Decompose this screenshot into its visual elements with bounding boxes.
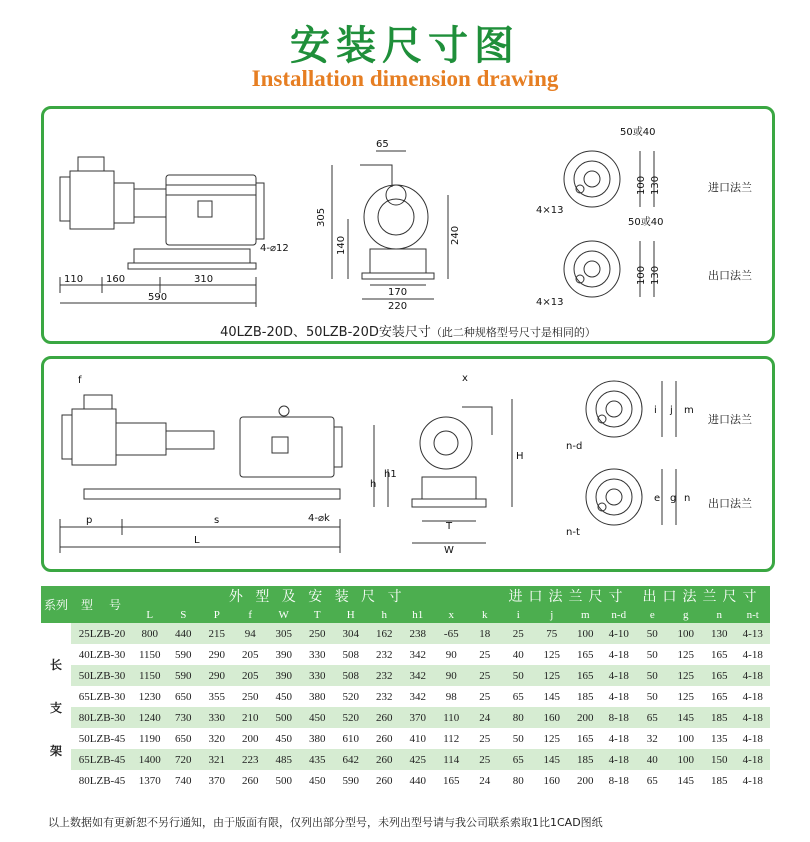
table-row [41, 728, 770, 749]
svg-text:130: 130 [650, 265, 661, 285]
svg-text:140: 140 [336, 235, 347, 255]
table-row [41, 749, 770, 770]
series-char: 支 [49, 700, 62, 715]
value-cell: 4-18 [602, 749, 636, 770]
svg-text:170: 170 [388, 287, 408, 298]
value-cell: 500 [267, 707, 301, 728]
value-cell: 145 [677, 774, 695, 787]
value-cell: 410 [409, 732, 426, 745]
value-cell: -65 [435, 623, 469, 644]
value-cell: 24 [479, 774, 491, 787]
series-char: 架 [49, 743, 62, 758]
value-cell: 25 [479, 690, 491, 703]
value-cell: 590 [342, 774, 359, 787]
value-cell: 4-18 [742, 732, 763, 745]
svg-text:305: 305 [316, 207, 327, 227]
col-group-outline: 外 型 及 安 装 尺 寸 [133, 586, 502, 606]
value-cell: 1240 [133, 707, 167, 728]
value-cell: 232 [376, 690, 393, 703]
pump-drawing-long-bracket [44, 359, 772, 569]
value-cell: 260 [376, 732, 393, 745]
svg-text:n-t: n-t [566, 527, 580, 538]
col-symbol: m [569, 606, 603, 623]
value-cell: 330 [200, 707, 234, 728]
col-symbol: H [334, 606, 368, 623]
value-cell: 40 [636, 749, 670, 770]
value-cell: 200 [242, 732, 259, 745]
value-cell: 50 [512, 732, 524, 745]
value-cell: 32 [646, 732, 658, 745]
value-cell: 112 [443, 732, 460, 745]
value-cell: 321 [200, 749, 234, 770]
value-cell: 330 [309, 648, 326, 661]
page-title-cn: 安装尺寸图 [290, 23, 520, 69]
value-cell: 485 [267, 749, 301, 770]
svg-text:220: 220 [388, 301, 408, 312]
outlet-flange-label-20d: 出口法兰 [708, 269, 752, 282]
svg-text:W: W [444, 545, 454, 556]
value-cell: 450 [301, 707, 335, 728]
value-cell: 4-18 [608, 690, 629, 703]
svg-text:f: f [78, 375, 82, 386]
value-cell: 125 [543, 648, 561, 661]
svg-text:h: h [370, 479, 377, 490]
value-cell: 94 [234, 623, 268, 644]
page-title-en: Installation dimension drawing [251, 66, 559, 91]
value-cell: 450 [275, 690, 292, 703]
inlet-flange-label-long: 进口法兰 [708, 413, 752, 426]
col-symbol: h1 [401, 606, 435, 623]
col-symbol: e [636, 606, 670, 623]
col-symbol: L [133, 606, 167, 623]
value-cell: 370 [208, 774, 225, 787]
dim-bolt-20d: 4-⌀12 [260, 243, 289, 254]
value-cell: 305 [267, 623, 301, 644]
model-cell: 50LZB-45 [78, 732, 126, 745]
svg-text:T: T [446, 521, 453, 532]
value-cell: 145 [669, 707, 703, 728]
value-cell: 238 [401, 623, 435, 644]
value-cell: 165 [577, 648, 594, 661]
value-cell: 4-18 [736, 707, 770, 728]
value-cell: 4-18 [602, 665, 636, 686]
value-cell: 215 [200, 623, 234, 644]
value-cell: 162 [368, 623, 402, 644]
value-cell: 165 [577, 732, 594, 745]
value-cell: 290 [208, 648, 225, 661]
value-cell: 320 [208, 732, 225, 745]
value-cell: 125 [543, 732, 561, 745]
value-cell: 185 [703, 707, 737, 728]
value-cell: 330 [301, 665, 335, 686]
pump-drawing-20d [44, 109, 772, 341]
value-cell: 720 [167, 749, 201, 770]
value-cell: 165 [711, 648, 728, 661]
value-cell: 25 [502, 623, 536, 644]
model-cell: 65LZB-45 [71, 749, 133, 770]
value-cell: 200 [577, 774, 594, 787]
svg-text:310: 310 [194, 274, 214, 285]
value-cell: 24 [468, 707, 502, 728]
value-cell: 80 [512, 774, 524, 787]
svg-text:g: g [670, 493, 677, 504]
col-symbol: h [368, 606, 402, 623]
value-cell: 1150 [138, 648, 161, 661]
value-cell: 114 [435, 749, 469, 770]
value-cell: 435 [301, 749, 335, 770]
value-cell: 125 [535, 665, 569, 686]
value-cell: 150 [703, 749, 737, 770]
value-cell: 520 [334, 707, 368, 728]
value-cell: 75 [535, 623, 569, 644]
svg-text:n-d: n-d [566, 441, 583, 452]
value-cell: 80 [502, 707, 536, 728]
value-cell: 4-18 [608, 648, 629, 661]
svg-text:h1: h1 [384, 469, 397, 480]
value-cell: 4-18 [742, 774, 763, 787]
col-symbol: k [468, 606, 502, 623]
value-cell: 185 [711, 774, 728, 787]
value-cell: 4-18 [736, 665, 770, 686]
value-cell: 440 [409, 774, 426, 787]
model-cell: 50LZB-30 [71, 665, 133, 686]
value-cell: 100 [569, 623, 603, 644]
value-cell: 4-18 [742, 648, 763, 661]
drawing-panel-long-bracket [41, 356, 775, 572]
svg-text:n: n [684, 493, 691, 504]
value-cell: 260 [368, 749, 402, 770]
value-cell: 260 [242, 774, 259, 787]
value-cell: 50 [502, 665, 536, 686]
value-cell: 205 [242, 648, 259, 661]
value-cell: 440 [167, 623, 201, 644]
col-symbol: f [234, 606, 268, 623]
table-row [41, 686, 770, 707]
value-cell: 25 [468, 665, 502, 686]
model-cell: 25LZB-20 [71, 623, 133, 644]
value-cell: 160 [543, 774, 561, 787]
svg-text:50或40: 50或40 [620, 127, 656, 138]
value-cell: 165 [703, 665, 737, 686]
value-cell: 25 [468, 749, 502, 770]
value-cell: 390 [267, 665, 301, 686]
col-symbol: x [435, 606, 469, 623]
value-cell: 450 [309, 774, 326, 787]
value-cell: 260 [368, 707, 402, 728]
value-cell: 125 [677, 648, 695, 661]
value-cell: 18 [468, 623, 502, 644]
col-series: 系列 [41, 586, 71, 623]
value-cell: 8-18 [608, 774, 629, 787]
col-symbol: S [167, 606, 201, 623]
value-cell: 1400 [133, 749, 167, 770]
value-cell: 520 [342, 690, 359, 703]
value-cell: 40 [512, 648, 524, 661]
col-symbol: P [200, 606, 234, 623]
drawing-panel-20d [41, 106, 775, 344]
value-cell: 800 [133, 623, 167, 644]
table-row [41, 665, 770, 686]
value-cell: 145 [543, 690, 561, 703]
col-symbol: n [703, 606, 737, 623]
model-cell: 80LZB-45 [78, 774, 126, 787]
spec-table [41, 586, 770, 791]
value-cell: 508 [342, 648, 359, 661]
table-row [41, 623, 770, 644]
svg-text:240: 240 [450, 225, 461, 245]
svg-text:590: 590 [148, 292, 168, 303]
value-cell: 740 [175, 774, 192, 787]
value-cell: 50 [646, 690, 658, 703]
value-cell: 390 [275, 648, 292, 661]
table-row [41, 644, 770, 665]
table-row [41, 770, 770, 791]
value-cell: 1190 [138, 732, 161, 745]
col-symbol: j [535, 606, 569, 623]
value-cell: 65 [646, 774, 658, 787]
value-cell: 590 [175, 648, 192, 661]
value-cell: 355 [208, 690, 225, 703]
svg-text:p: p [86, 515, 93, 526]
value-cell: 205 [234, 665, 268, 686]
svg-text:s: s [214, 515, 220, 526]
value-cell: 65 [502, 749, 536, 770]
value-cell: 1150 [133, 665, 167, 686]
value-cell: 508 [334, 665, 368, 686]
value-cell: 342 [409, 648, 426, 661]
col-group-inlet: 进口法兰尺寸 [502, 586, 636, 606]
value-cell: 290 [200, 665, 234, 686]
col-symbol: T [301, 606, 335, 623]
svg-text:H: H [516, 451, 524, 462]
value-cell: 4-13 [736, 623, 770, 644]
value-cell: 110 [435, 707, 469, 728]
value-cell: 1370 [138, 774, 161, 787]
value-cell: 650 [175, 690, 192, 703]
value-cell: 50 [636, 665, 670, 686]
value-cell: 232 [368, 665, 402, 686]
value-cell: 342 [401, 665, 435, 686]
svg-text:160: 160 [106, 274, 126, 285]
svg-text:4×13: 4×13 [536, 297, 564, 308]
value-cell: 90 [445, 648, 457, 661]
value-cell: 145 [535, 749, 569, 770]
value-cell: 65 [636, 707, 670, 728]
value-cell: 4-18 [736, 749, 770, 770]
footnote: 以上数据如有更新恕不另行通知，由于版面有限，仅列出部分型号，未列出型号请与我公司联系索取1比1CAD图纸 [48, 816, 603, 829]
value-cell: 50 [636, 623, 670, 644]
col-group-outlet: 出口法兰尺寸 [636, 586, 770, 606]
value-cell: 165 [443, 774, 460, 787]
value-cell: 8-18 [602, 707, 636, 728]
value-cell: 65 [512, 690, 524, 703]
value-cell: 200 [569, 707, 603, 728]
value-cell: 135 [711, 732, 728, 745]
value-cell: 425 [401, 749, 435, 770]
value-cell: 25 [479, 732, 491, 745]
value-cell: 130 [703, 623, 737, 644]
value-cell: 1230 [138, 690, 161, 703]
table-row [41, 707, 770, 728]
value-cell: 4-10 [602, 623, 636, 644]
svg-text:100: 100 [636, 175, 647, 195]
value-cell: 100 [677, 732, 695, 745]
svg-text:50或40: 50或40 [628, 217, 664, 228]
svg-text:65: 65 [376, 139, 389, 150]
value-cell: 304 [334, 623, 368, 644]
value-cell: 223 [234, 749, 268, 770]
value-cell: 4-18 [608, 732, 629, 745]
value-cell: 260 [376, 774, 393, 787]
value-cell: 165 [569, 665, 603, 686]
value-cell: 185 [577, 690, 594, 703]
value-cell: 165 [711, 690, 728, 703]
value-cell: 370 [401, 707, 435, 728]
col-symbol: W [267, 606, 301, 623]
col-symbol: i [502, 606, 536, 623]
value-cell: 25 [479, 648, 491, 661]
series-cell [41, 623, 71, 791]
value-cell: 380 [309, 732, 326, 745]
svg-text:m: m [684, 405, 694, 416]
value-cell: 342 [409, 690, 426, 703]
panel-caption-20d: 40LZB-20D、50LZB-20D安装尺寸（此二种规格型号尺寸是相同的） [220, 325, 596, 340]
svg-text:e: e [654, 493, 661, 504]
model-cell: 65LZB-30 [78, 690, 126, 703]
value-cell: 125 [669, 665, 703, 686]
col-symbol: n-d [602, 606, 636, 623]
value-cell: 100 [669, 623, 703, 644]
value-cell: 730 [167, 707, 201, 728]
value-cell: 500 [275, 774, 292, 787]
svg-text:130: 130 [650, 175, 661, 195]
value-cell: 100 [669, 749, 703, 770]
value-cell: 90 [435, 665, 469, 686]
svg-text:100: 100 [636, 265, 647, 285]
value-cell: 642 [334, 749, 368, 770]
series-char: 长 [49, 657, 62, 672]
value-cell: 125 [677, 690, 695, 703]
value-cell: 160 [535, 707, 569, 728]
col-model: 型 号 [71, 586, 133, 623]
svg-text:j: j [670, 405, 673, 416]
svg-text:x: x [462, 373, 468, 384]
value-cell: 590 [167, 665, 201, 686]
value-cell: 450 [275, 732, 292, 745]
svg-text:L: L [194, 535, 200, 546]
value-cell: 210 [234, 707, 268, 728]
col-symbol: n-t [736, 606, 770, 623]
svg-text:4×13: 4×13 [536, 205, 564, 216]
model-cell: 40LZB-30 [78, 648, 126, 661]
value-cell: 250 [301, 623, 335, 644]
value-cell: 4-18 [742, 690, 763, 703]
svg-text:4-⌀k: 4-⌀k [308, 513, 330, 524]
model-cell: 80LZB-30 [71, 707, 133, 728]
value-cell: 610 [342, 732, 359, 745]
col-symbol: g [669, 606, 703, 623]
outlet-flange-label-long: 出口法兰 [708, 497, 752, 510]
value-cell: 650 [175, 732, 192, 745]
svg-text:i: i [654, 405, 657, 416]
value-cell: 98 [445, 690, 457, 703]
svg-text:110: 110 [64, 274, 84, 285]
value-cell: 380 [309, 690, 326, 703]
value-cell: 50 [646, 648, 658, 661]
value-cell: 232 [376, 648, 393, 661]
value-cell: 185 [569, 749, 603, 770]
inlet-flange-label-20d: 进口法兰 [708, 181, 752, 194]
value-cell: 250 [242, 690, 259, 703]
